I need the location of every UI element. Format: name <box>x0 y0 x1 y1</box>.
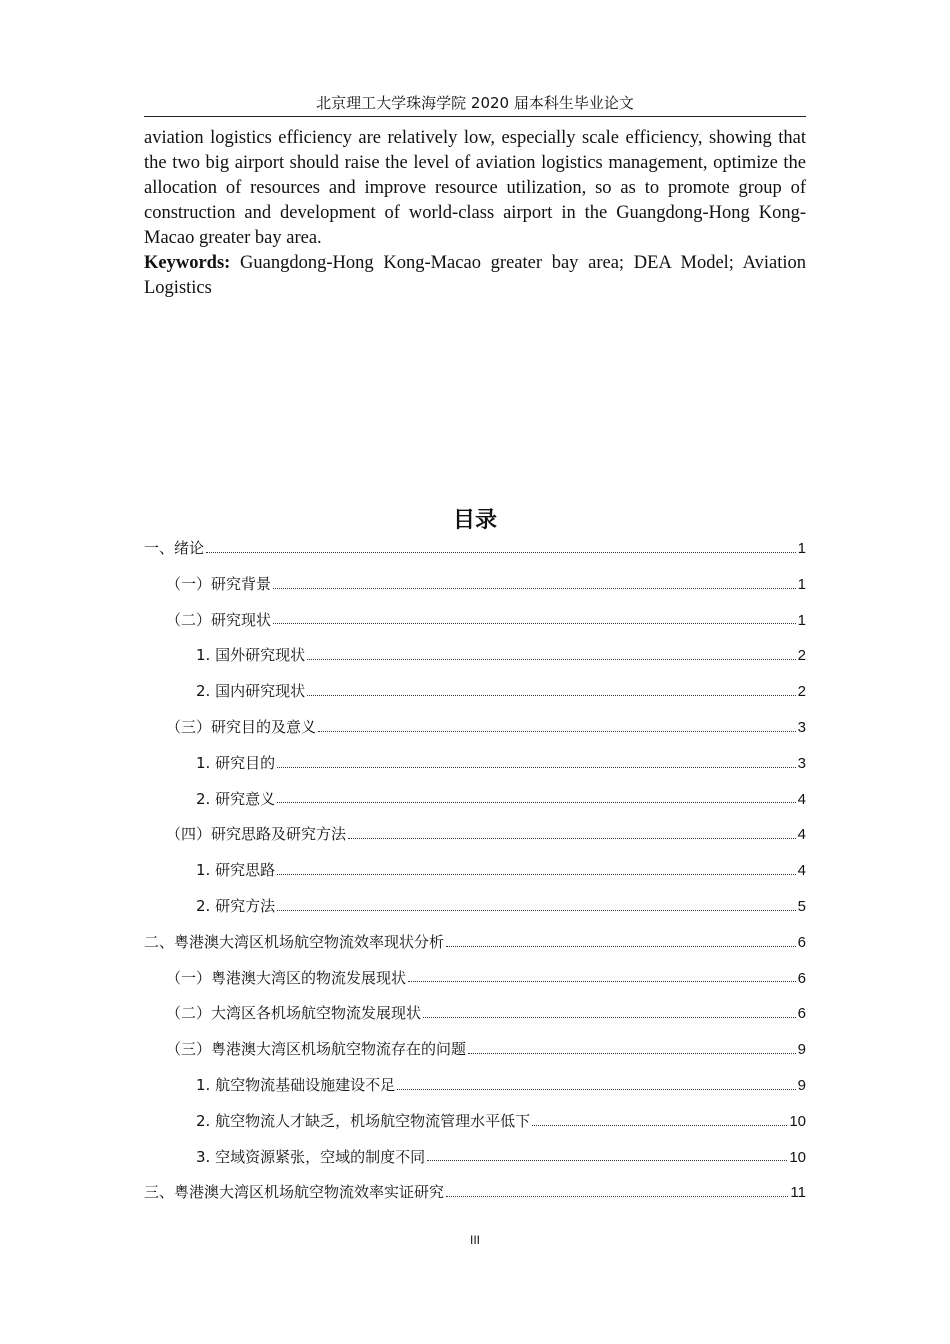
toc-entry-page: 6 <box>797 933 806 951</box>
toc-entry[interactable] <box>144 930 806 966</box>
toc-entry-title: 1. 研究目的 <box>196 753 276 772</box>
toc-entry-title: 三、粤港澳大湾区机场航空物流效率实证研究 <box>144 1183 445 1202</box>
toc-entry-page: 1 <box>797 540 806 557</box>
toc-leader-dots <box>427 1160 787 1161</box>
toc-leader-dots <box>206 552 796 553</box>
toc-entry-page: 6 <box>797 969 806 987</box>
toc-entry[interactable] <box>144 536 806 572</box>
toc-leader-dots <box>277 910 796 911</box>
toc-entry[interactable] <box>144 894 806 930</box>
toc-entry-page: 2 <box>797 683 806 701</box>
toc-entry[interactable] <box>144 679 806 715</box>
keywords-label: Keywords: <box>144 253 231 273</box>
toc-entry[interactable] <box>144 1145 806 1181</box>
toc-entry-title: 1. 航空物流基础设施建设不足 <box>196 1075 396 1094</box>
toc-title: 目录 <box>452 508 497 533</box>
toc-entry-page: 4 <box>797 862 806 880</box>
toc-leader-dots <box>273 588 796 589</box>
toc-entry-page: 9 <box>797 1076 806 1094</box>
toc-entry-title: 3. 空域资源紧张，空域的制度不同 <box>196 1147 426 1166</box>
toc-list <box>144 536 806 1216</box>
toc-leader-dots <box>397 1089 796 1090</box>
toc-entry-page: 2 <box>797 647 806 665</box>
header-rule <box>144 116 806 117</box>
toc-entry-page: 1 <box>797 575 806 593</box>
toc-entry-title: 二、粤港澳大湾区机场航空物流效率现状分析 <box>144 932 445 951</box>
abstract-section <box>144 126 806 301</box>
page-header: 北京理工大学珠海学院 2020 届本科生毕业论文 <box>316 94 634 112</box>
toc-entry-title: （二）大湾区各机场航空物流发展现状 <box>166 1004 422 1023</box>
toc-entry-page: 4 <box>797 826 806 844</box>
toc-entry-title: 一、绪论 <box>144 539 205 557</box>
page-number: III <box>469 1233 480 1247</box>
toc-leader-dots <box>277 767 796 768</box>
toc-entry-title: 1. 国外研究现状 <box>196 646 306 665</box>
toc-leader-dots <box>318 731 796 732</box>
toc-entry-title: 2. 研究方法 <box>196 896 276 915</box>
toc-entry-title: （一）粤港澳大湾区的物流发展现状 <box>166 968 407 987</box>
toc-entry[interactable] <box>144 1073 806 1109</box>
abstract-body: aviation logistics efficiency are relatively low, especially scale efficiency, showing that the two big airport should raise the level of aviation logistics management, optimize the allocation of resources and improve resource utilization, so as to promote group of construction and development of world-class airport in the Guangdong-Hong Kong-Macao greater bay area. <box>144 128 806 248</box>
toc-entry[interactable] <box>144 822 806 858</box>
toc-entry[interactable] <box>144 751 806 787</box>
toc-entry-page: 10 <box>789 1148 806 1166</box>
toc-leader-dots <box>348 838 796 839</box>
toc-entry[interactable] <box>144 1001 806 1037</box>
toc-entry[interactable] <box>144 715 806 751</box>
toc-entry-title: 2. 国内研究现状 <box>196 682 306 701</box>
toc-leader-dots <box>277 802 796 803</box>
toc-entry-title: （二）研究现状 <box>166 610 272 629</box>
toc-entry-title: （三）粤港澳大湾区机场航空物流存在的问题 <box>166 1040 467 1059</box>
keywords-line <box>144 251 806 301</box>
toc-entry[interactable] <box>144 1037 806 1073</box>
toc-entry-page: 1 <box>797 611 806 629</box>
toc-entry-page: 10 <box>789 1112 806 1130</box>
toc-leader-dots <box>446 946 796 947</box>
toc-entry[interactable] <box>144 787 806 823</box>
toc-entry[interactable] <box>144 572 806 608</box>
toc-entry-page: 3 <box>797 718 806 736</box>
toc-entry-page: 11 <box>790 1184 806 1202</box>
toc-entry[interactable] <box>144 966 806 1002</box>
toc-entry-title: 1. 研究思路 <box>196 861 276 880</box>
toc-entry-page: 3 <box>797 754 806 772</box>
toc-leader-dots <box>468 1053 796 1054</box>
toc-leader-dots <box>532 1125 787 1126</box>
toc-entry-title: 2. 研究意义 <box>196 789 276 808</box>
toc-entry-page: 5 <box>797 897 806 915</box>
toc-leader-dots <box>446 1196 788 1197</box>
toc-leader-dots <box>423 1017 796 1018</box>
toc-leader-dots <box>273 623 796 624</box>
toc-leader-dots <box>408 981 796 982</box>
toc-entry-title: 2. 航空物流人才缺乏，机场航空物流管理水平低下 <box>196 1111 531 1130</box>
toc-entry-title: （三）研究目的及意义 <box>166 717 317 736</box>
toc-entry[interactable] <box>144 1180 806 1216</box>
toc-entry-page: 6 <box>797 1005 806 1023</box>
toc-entry[interactable] <box>144 608 806 644</box>
keywords-text: Guangdong-Hong Kong-Macao greater bay area; DEA Model; Aviation Logistics <box>144 253 806 298</box>
toc-entry-page: 9 <box>797 1041 806 1059</box>
toc-entry[interactable] <box>144 1109 806 1145</box>
toc-entry-title: （一）研究背景 <box>166 574 272 593</box>
toc-entry-title: （四）研究思路及研究方法 <box>166 825 347 844</box>
toc-entry-page: 4 <box>797 790 806 808</box>
toc-leader-dots <box>277 874 796 875</box>
toc-leader-dots <box>307 695 796 696</box>
toc-leader-dots <box>307 659 796 660</box>
toc-entry[interactable] <box>144 643 806 679</box>
toc-entry[interactable] <box>144 858 806 894</box>
